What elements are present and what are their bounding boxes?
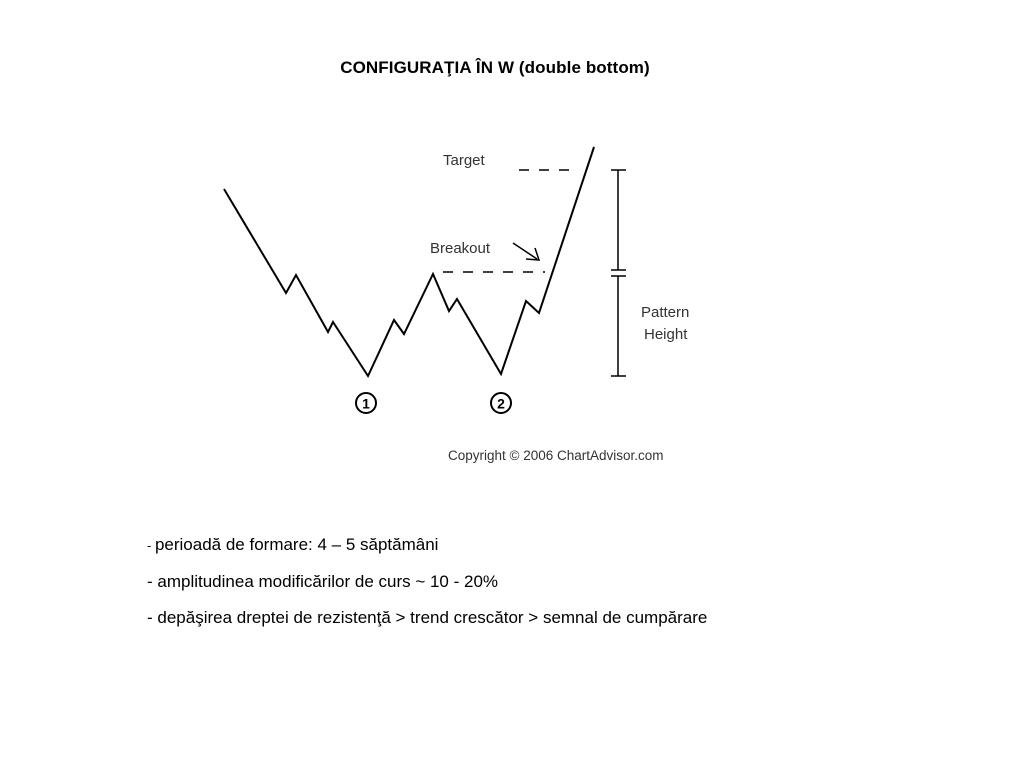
- bottom-2-number: 2: [497, 395, 505, 412]
- breakout-arrow-icon: [513, 243, 539, 260]
- notes-list: [147, 536, 707, 645]
- copyright-text: Copyright © 2006 ChartAdvisor.com: [448, 448, 664, 463]
- pattern-height-label-line1: Pattern: [641, 304, 690, 321]
- note-formation-text: perioadă de formare: 4 – 5 săptămâni: [154, 535, 439, 554]
- slide-title: CONFIGURAŢIA ÎN W (double bottom): [340, 58, 650, 77]
- bottom-2-marker: [491, 393, 511, 413]
- target-label: Target: [443, 152, 485, 169]
- bottom-1-marker: [356, 393, 376, 413]
- bottom-1-number: 1: [362, 395, 370, 412]
- breakout-label: Breakout: [430, 240, 491, 257]
- note-dash: -: [147, 538, 155, 553]
- price-path: [224, 147, 594, 376]
- note-formation-period: [147, 536, 707, 555]
- pattern-height-label-line2: Height: [644, 326, 688, 343]
- note-amplitude: - amplitudinea modificărilor de curs ~ 10 - 20%: [147, 572, 499, 591]
- note-resistance-breakout: - depăşirea dreptei de rezistenţă > trend crescător > semnal de cumpărare: [147, 608, 708, 627]
- pattern-height-bracket: [611, 170, 626, 376]
